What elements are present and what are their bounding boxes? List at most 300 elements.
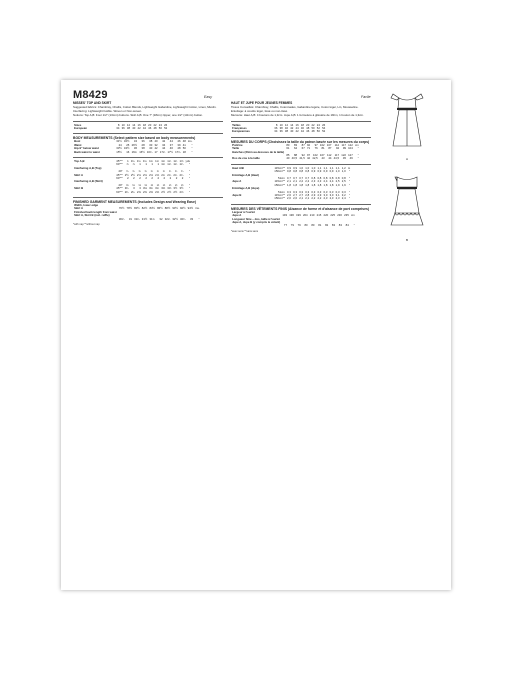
cell-value: 83 xyxy=(294,142,298,147)
cell-value: 16¾ xyxy=(146,149,153,154)
cell-value: 1,1 xyxy=(323,165,328,170)
cell-value: ¾ xyxy=(132,169,135,174)
cell-value: ⅛ xyxy=(168,182,172,187)
cell-value: 3,0 xyxy=(329,193,334,197)
cell-value: 17¾ xyxy=(175,149,181,154)
cell-value: 16 xyxy=(295,122,299,127)
cell-value: 2 xyxy=(151,175,153,180)
cell-value: 64 xyxy=(294,146,298,151)
cell-value: 17 xyxy=(154,149,158,154)
unit: ins. xyxy=(195,206,200,211)
cell-value: 92 xyxy=(301,152,305,157)
cell-value: 2⅜ xyxy=(136,189,141,194)
cell-value: 76 xyxy=(314,146,318,151)
cell-value: 40,5 xyxy=(291,156,298,161)
french-fabrics: Tissus Conseillés: Chambray, Challis, Cotonnades, Gabardine légère, Coton léger, Lin, Mousseline. Entoilage: à coudre léger, tissé ou non-tissé. xyxy=(231,105,359,113)
cell-value: 2 xyxy=(127,175,129,180)
cell-value: 1¼ xyxy=(173,162,178,167)
cell-value: 52 xyxy=(164,125,168,130)
cell-value: 40 xyxy=(284,125,289,130)
cell-value: 0,3 xyxy=(293,189,298,194)
english-body-heading: BODY MEASUREMENTS (Select pattern size based on body measurements) xyxy=(73,136,196,141)
english-footnote: *with nap **without nap xyxy=(73,223,100,227)
cell-value: 81 xyxy=(318,223,322,228)
fabric-width: 45"** xyxy=(116,172,123,177)
cell-value: ⅞ xyxy=(126,162,129,167)
row-label: Haut A/B xyxy=(232,165,244,170)
fabric-width: 51cm xyxy=(278,189,285,194)
cell-value: 3,1 xyxy=(335,193,340,197)
cell-value: 2,2 xyxy=(311,196,316,201)
cell-value: 28 xyxy=(141,142,145,147)
cell-value: 2,3 xyxy=(311,179,316,184)
unit: " xyxy=(188,175,190,180)
cell-value: 78½ xyxy=(126,206,132,211)
cell-value: 0,8 xyxy=(317,175,322,180)
cell-value: 41,5 xyxy=(299,156,305,161)
cell-value: 88 xyxy=(294,152,298,157)
cell-value: 48 xyxy=(177,146,181,151)
cell-value: 42 xyxy=(295,129,299,134)
row-label: Interfacing A,B (Skirt) xyxy=(74,179,103,184)
french-finished-heading: MESURES DES VÊTEMENTS FINIS (Aisance de forme et d'aisance de port comprises) xyxy=(231,206,369,211)
cell-value: 2½ xyxy=(130,172,135,177)
cell-value: 33½ xyxy=(116,146,122,151)
cell-value: ¾ xyxy=(144,169,147,174)
fabric-width: 45"** xyxy=(116,186,123,191)
cell-value: 46 xyxy=(169,146,173,151)
row-label: Dos de cou à la taille xyxy=(232,156,260,161)
cell-value: 18 xyxy=(300,122,304,127)
cell-value: 36 xyxy=(133,146,138,151)
unit: " xyxy=(349,193,351,197)
cell-value: 107 xyxy=(326,142,332,147)
unit: " xyxy=(191,146,193,151)
cell-value: 81 xyxy=(321,146,325,151)
english-title: MISSES' TOP AND SKIRT xyxy=(73,101,112,105)
cell-value: 2 xyxy=(181,175,184,180)
cell-value: 83 xyxy=(331,223,336,228)
cell-value: 1 xyxy=(157,162,160,167)
cell-value: 1,1 xyxy=(317,165,322,170)
cell-value: 0,3 xyxy=(329,189,334,194)
cell-value: 1¼ xyxy=(136,158,141,163)
cell-value: 14 xyxy=(132,122,136,127)
cell-value: 1,2 xyxy=(341,165,346,170)
cell-value: 54 xyxy=(322,125,326,130)
cell-value: 215 xyxy=(316,213,322,218)
unit: " xyxy=(349,179,351,184)
row-label: Jupe A, Jupe B (y compris le volant) xyxy=(232,220,281,225)
fabric-width: 45"** xyxy=(116,158,123,163)
unit: " xyxy=(188,189,190,194)
cell-value: 20 xyxy=(306,122,310,127)
cell-value: 76½ xyxy=(118,206,125,211)
cell-value: 37 xyxy=(169,142,173,147)
cell-value: 87 xyxy=(301,142,305,147)
cell-value: 42,5 xyxy=(312,156,318,161)
cell-value: 1,8 xyxy=(287,182,291,187)
fabric-width: 20" xyxy=(118,169,123,174)
fabric-width: 20" xyxy=(118,182,123,187)
row-label: Width, lower edge xyxy=(74,203,98,207)
cell-value: 46 xyxy=(306,129,310,134)
unit: " xyxy=(349,175,351,180)
cell-value: ⅛ xyxy=(174,182,178,187)
cell-value: 2,2 xyxy=(299,179,304,184)
cell-value: 1,9 xyxy=(335,182,340,187)
row-label xyxy=(231,197,273,200)
cell-value: 0,8 xyxy=(323,175,328,180)
cell-value: 1¼ xyxy=(155,158,160,163)
cell-value: 24 xyxy=(118,142,122,147)
cell-value: 12 xyxy=(126,122,131,127)
cell-value: 25 xyxy=(126,142,130,147)
cell-value: 33 xyxy=(189,216,194,221)
cell-value: 32 xyxy=(159,216,163,221)
unit: " xyxy=(349,169,351,174)
row-label: Bust xyxy=(74,139,81,144)
row-label xyxy=(231,224,281,227)
cell-value: 44 xyxy=(300,129,304,134)
cell-value: 2½ xyxy=(173,189,178,194)
cell-value: 45 xyxy=(342,156,346,161)
row-label: Hanches (23cm au-dessous de la taille) xyxy=(232,149,285,154)
cell-value: 10 xyxy=(279,122,283,127)
cell-value: 210 xyxy=(309,213,315,218)
english-body-table xyxy=(73,140,193,154)
cell-value: 50 xyxy=(311,125,315,130)
cell-value: 1,0 xyxy=(335,169,340,174)
cell-value: 102 xyxy=(319,142,325,147)
french-finished-table xyxy=(231,211,356,228)
cell-value: 2,7 xyxy=(293,193,298,197)
row-label: Interfacing A,B (Top) xyxy=(74,165,102,170)
cell-value: 1¼ xyxy=(167,162,172,167)
row-label: Skirt A xyxy=(74,172,84,177)
cell-value: 79 xyxy=(297,223,301,228)
cell-value: 44 xyxy=(162,146,166,151)
cell-value: 84 xyxy=(345,223,349,228)
cell-value: 18 xyxy=(182,149,186,154)
cell-value: 30 xyxy=(149,142,153,147)
divider xyxy=(73,121,223,122)
cell-value: 0,8 xyxy=(293,169,298,174)
table-row xyxy=(73,191,191,194)
cell-value: 2¼ xyxy=(130,189,135,194)
cell-value: 2⅜ xyxy=(155,189,160,194)
cell-value: 92½ xyxy=(180,206,186,211)
cell-value: 0,8 xyxy=(287,169,291,174)
cell-value: 220 xyxy=(323,213,329,218)
cell-value: 46 xyxy=(349,156,353,161)
cell-value: 2,0 xyxy=(287,196,291,201)
cell-value: 0,7 xyxy=(287,175,291,180)
cell-value: 36 xyxy=(274,125,278,130)
cell-value: 50 xyxy=(182,146,186,151)
cell-value: 92 xyxy=(306,142,311,147)
divider xyxy=(73,157,223,158)
cell-value: 2 xyxy=(175,175,178,180)
cell-value: 18 xyxy=(142,122,146,127)
cell-value: 2 xyxy=(133,175,135,180)
cell-value: 34 xyxy=(133,139,138,144)
fabric-width: 60"** xyxy=(116,175,123,180)
cell-value: 94½ xyxy=(187,206,194,211)
cell-value: 44 xyxy=(169,139,173,144)
cell-value: 1,0 xyxy=(341,169,346,174)
cell-value: 1 xyxy=(151,162,153,167)
cell-value: 3⅜ xyxy=(161,186,166,191)
cell-value: 41 xyxy=(182,142,186,147)
fabric-width: 150cm** xyxy=(274,169,285,174)
cell-value: 1 xyxy=(127,158,129,163)
cell-value: 0,3 xyxy=(335,189,340,194)
cell-value: 1,8 xyxy=(299,182,304,187)
cell-value: 0,9 xyxy=(323,169,328,174)
row-label: Européennes xyxy=(232,129,250,134)
row-label: Poitrine xyxy=(232,142,243,147)
cell-value: 2⅝ xyxy=(155,172,160,177)
cell-value: 12 xyxy=(284,122,289,127)
cell-value: 2,9 xyxy=(317,193,322,197)
unit: m xyxy=(347,165,351,170)
cell-value: 2 xyxy=(163,175,166,180)
cell-value: 67 xyxy=(301,146,305,151)
cell-value: 2,1 xyxy=(299,196,304,201)
cell-value: 2⅝ xyxy=(149,172,153,177)
cell-value: 26 xyxy=(322,122,326,127)
cell-value: 31¾ xyxy=(149,216,155,221)
unit: cm xyxy=(350,213,355,218)
cell-value: 82½ xyxy=(141,206,148,211)
divider xyxy=(231,137,371,138)
cell-value: 32½ xyxy=(123,139,130,144)
cell-value: 2½ xyxy=(167,189,172,194)
cell-value: 46 xyxy=(177,139,181,144)
garment-sketches xyxy=(375,92,439,242)
cell-value: 102 xyxy=(313,152,318,157)
cell-value: 0,8 xyxy=(335,175,340,180)
fabric-width: 51cm xyxy=(278,175,285,180)
cell-value: 31 xyxy=(128,216,132,221)
cell-value: 104 xyxy=(348,146,353,151)
unit: " xyxy=(357,152,359,157)
unit: " xyxy=(188,182,190,187)
cell-value: 22 xyxy=(153,122,157,127)
cell-value: 0,9 xyxy=(293,165,298,170)
row-label: Waist xyxy=(74,142,82,147)
cell-value: 2⅜ xyxy=(142,189,147,194)
cell-value: 2,0 xyxy=(293,196,298,201)
cell-value: 26½ xyxy=(131,142,138,147)
cell-value: 2 xyxy=(139,175,141,180)
cell-value: 0,3 xyxy=(299,189,304,194)
cell-value: 225 xyxy=(330,213,336,218)
cell-value: 39 xyxy=(177,142,181,147)
cell-value: ⅛ xyxy=(132,182,135,187)
cell-value: 42 xyxy=(137,125,141,130)
row-label: Back waist to waist xyxy=(74,149,100,154)
unit: " xyxy=(188,186,190,191)
cell-value: 1,8 xyxy=(305,182,310,187)
cell-value: 2,3 xyxy=(329,196,334,201)
cell-value: 3,0 xyxy=(323,193,328,197)
english-fabrics: Suggested fabrics: Chambray, Challis, Cotton Blends, Lightweight Gabardine, Lightweight Cotton, Linen, Muslin. Interfacing: Lightweight fusible. Woven or Non-woven. xyxy=(73,105,217,113)
cell-value: 1,0 xyxy=(311,165,316,170)
row-label: Top A,B xyxy=(74,158,85,163)
cell-value: 3 xyxy=(139,186,141,191)
cell-value: 3¼ xyxy=(124,186,129,191)
unit: ins. xyxy=(188,139,193,144)
cell-value: 122 xyxy=(348,142,353,147)
cell-value: 17¼ xyxy=(159,149,166,154)
cell-value: 97 xyxy=(314,142,318,147)
cell-value: 2¾ xyxy=(179,172,184,177)
cell-value: 0,3 xyxy=(323,189,328,194)
cell-value: 1,8 xyxy=(311,182,316,187)
cell-value: 1 xyxy=(145,162,147,167)
cell-value: 34 xyxy=(116,125,120,130)
cell-value: 52 xyxy=(316,125,320,130)
cell-value: 204 xyxy=(302,213,308,218)
cell-value: ¾ xyxy=(174,169,178,174)
cell-value: 193 xyxy=(282,213,288,218)
cell-value: 38 xyxy=(141,146,145,151)
cell-value: 32 xyxy=(154,142,158,147)
divider xyxy=(73,133,223,134)
french-notions: Mercerie: Haut A,B: 4 boutons de 1,3cm. Jupe A,B: 1 fermeture à glissière de 18cm, 1 bouton de 1,3cm. xyxy=(231,113,364,117)
cell-value: 14 xyxy=(290,122,294,127)
row-label: Jupe A xyxy=(232,213,242,218)
cell-value: 15½ xyxy=(116,149,122,154)
cell-value: 2,2 xyxy=(305,179,310,184)
cell-value: 3,2 xyxy=(341,193,346,197)
cell-value: 1¼ xyxy=(161,162,166,167)
cell-value: 112 xyxy=(326,152,332,157)
cell-value: 2¾ xyxy=(161,172,166,177)
cell-value: 2⅝ xyxy=(142,172,147,177)
cell-value: 1¼ xyxy=(142,158,147,163)
cell-value: 3⅜ xyxy=(167,186,172,191)
cell-value: 2,1 xyxy=(305,196,310,201)
cell-value: 86½ xyxy=(157,206,163,211)
cell-value: ¾ xyxy=(150,169,153,174)
cell-value: 79 xyxy=(290,223,294,228)
view-b-label: B xyxy=(405,238,408,242)
cell-value: 2⅝ xyxy=(179,189,184,194)
cell-value: 40 xyxy=(286,156,290,161)
english-sizes-table xyxy=(73,124,168,131)
cell-value: 122 xyxy=(341,152,346,157)
french-fabric-table xyxy=(231,167,351,201)
cell-value: 2,9 xyxy=(311,193,316,197)
row-label: Sizes xyxy=(74,122,82,127)
cell-value: 1¼ xyxy=(173,158,178,163)
cell-value: 46 xyxy=(300,125,304,130)
unit: " xyxy=(188,162,190,167)
unit: " xyxy=(188,169,190,174)
cell-value: 31½ xyxy=(116,139,122,144)
cell-value: 117 xyxy=(334,152,340,157)
cell-value: 235 xyxy=(344,213,349,218)
cell-value: 2,3 xyxy=(317,179,322,184)
cell-value: ⅛ xyxy=(181,182,184,187)
cell-value: 0,7 xyxy=(305,175,310,180)
cell-value: 90½ xyxy=(172,206,178,211)
row-label: Jupe A xyxy=(232,179,242,184)
cell-value: 10 xyxy=(121,122,125,127)
cell-value: 1,9 xyxy=(341,182,346,187)
cell-value: 2,4 xyxy=(323,179,328,184)
cell-value: 1,8 xyxy=(293,182,298,187)
cell-value: 2½ xyxy=(161,189,166,194)
row-label: Finished back length from waist xyxy=(74,209,117,214)
unit: " xyxy=(353,223,355,228)
cell-value: 2,5 xyxy=(335,179,340,184)
cell-value: 46 xyxy=(148,125,152,130)
unit: cm xyxy=(354,142,359,147)
table-row xyxy=(73,218,201,221)
cell-value: 16 xyxy=(137,122,141,127)
cell-value: 2,2 xyxy=(317,196,322,201)
cell-value: 42 xyxy=(162,139,166,144)
cell-value: 2,6 xyxy=(287,193,291,197)
french-sizes-table xyxy=(231,124,326,134)
pattern-back-sheet xyxy=(61,80,451,590)
cell-value: 0,7 xyxy=(293,175,298,180)
row-label: Françaises xyxy=(232,125,247,130)
cell-value: 0,7 xyxy=(299,175,304,180)
cell-value: 17½ xyxy=(167,149,173,154)
cell-value: 2¾ xyxy=(167,172,172,177)
fabric-width: 150cm** xyxy=(274,182,285,187)
row-label: Entoilage A,B (Haut) xyxy=(232,172,260,177)
cell-value: 0,8 xyxy=(341,175,346,180)
cell-value: 2,5 xyxy=(341,179,346,184)
english-notions: Notions: Top A,B: Four 1/2" (13mm) buttons. Skirt A,B: One 7" (18cm) zipper, one 1/2" (13mm) button. xyxy=(73,113,203,117)
cell-value: 34 xyxy=(162,142,166,147)
cell-value: 38 xyxy=(284,129,289,134)
fabric-width: 115cm** xyxy=(274,193,285,197)
cell-value: 83 xyxy=(338,223,342,228)
table-row xyxy=(231,130,326,133)
table-row xyxy=(231,157,360,160)
cell-value: 1,8 xyxy=(329,182,334,187)
row-label: Jupe B xyxy=(232,193,242,197)
cell-value: 127 xyxy=(348,152,353,157)
cell-value: 48 xyxy=(153,125,157,130)
cell-value: 42 xyxy=(154,146,158,151)
cell-value: 0,3 xyxy=(305,189,310,194)
cell-value: 16½ xyxy=(139,149,145,154)
fabric-width: 115cm** xyxy=(274,179,285,184)
cell-value: 80 xyxy=(304,223,308,228)
table-row xyxy=(73,151,193,154)
cell-value: 0,9 xyxy=(287,165,291,170)
cell-value: 112 xyxy=(334,142,340,147)
cell-value: 1¼ xyxy=(179,162,184,167)
cell-value: 82 xyxy=(325,223,329,228)
cell-value: ⅛ xyxy=(144,182,147,187)
unit: " xyxy=(357,156,359,161)
cell-value: 84½ xyxy=(149,206,155,211)
cell-value: 99 xyxy=(342,146,346,151)
unit: " xyxy=(349,182,351,187)
cell-value: 0,8 xyxy=(329,175,334,180)
row-label: European xyxy=(74,125,87,130)
cell-value: 61 xyxy=(286,146,290,151)
